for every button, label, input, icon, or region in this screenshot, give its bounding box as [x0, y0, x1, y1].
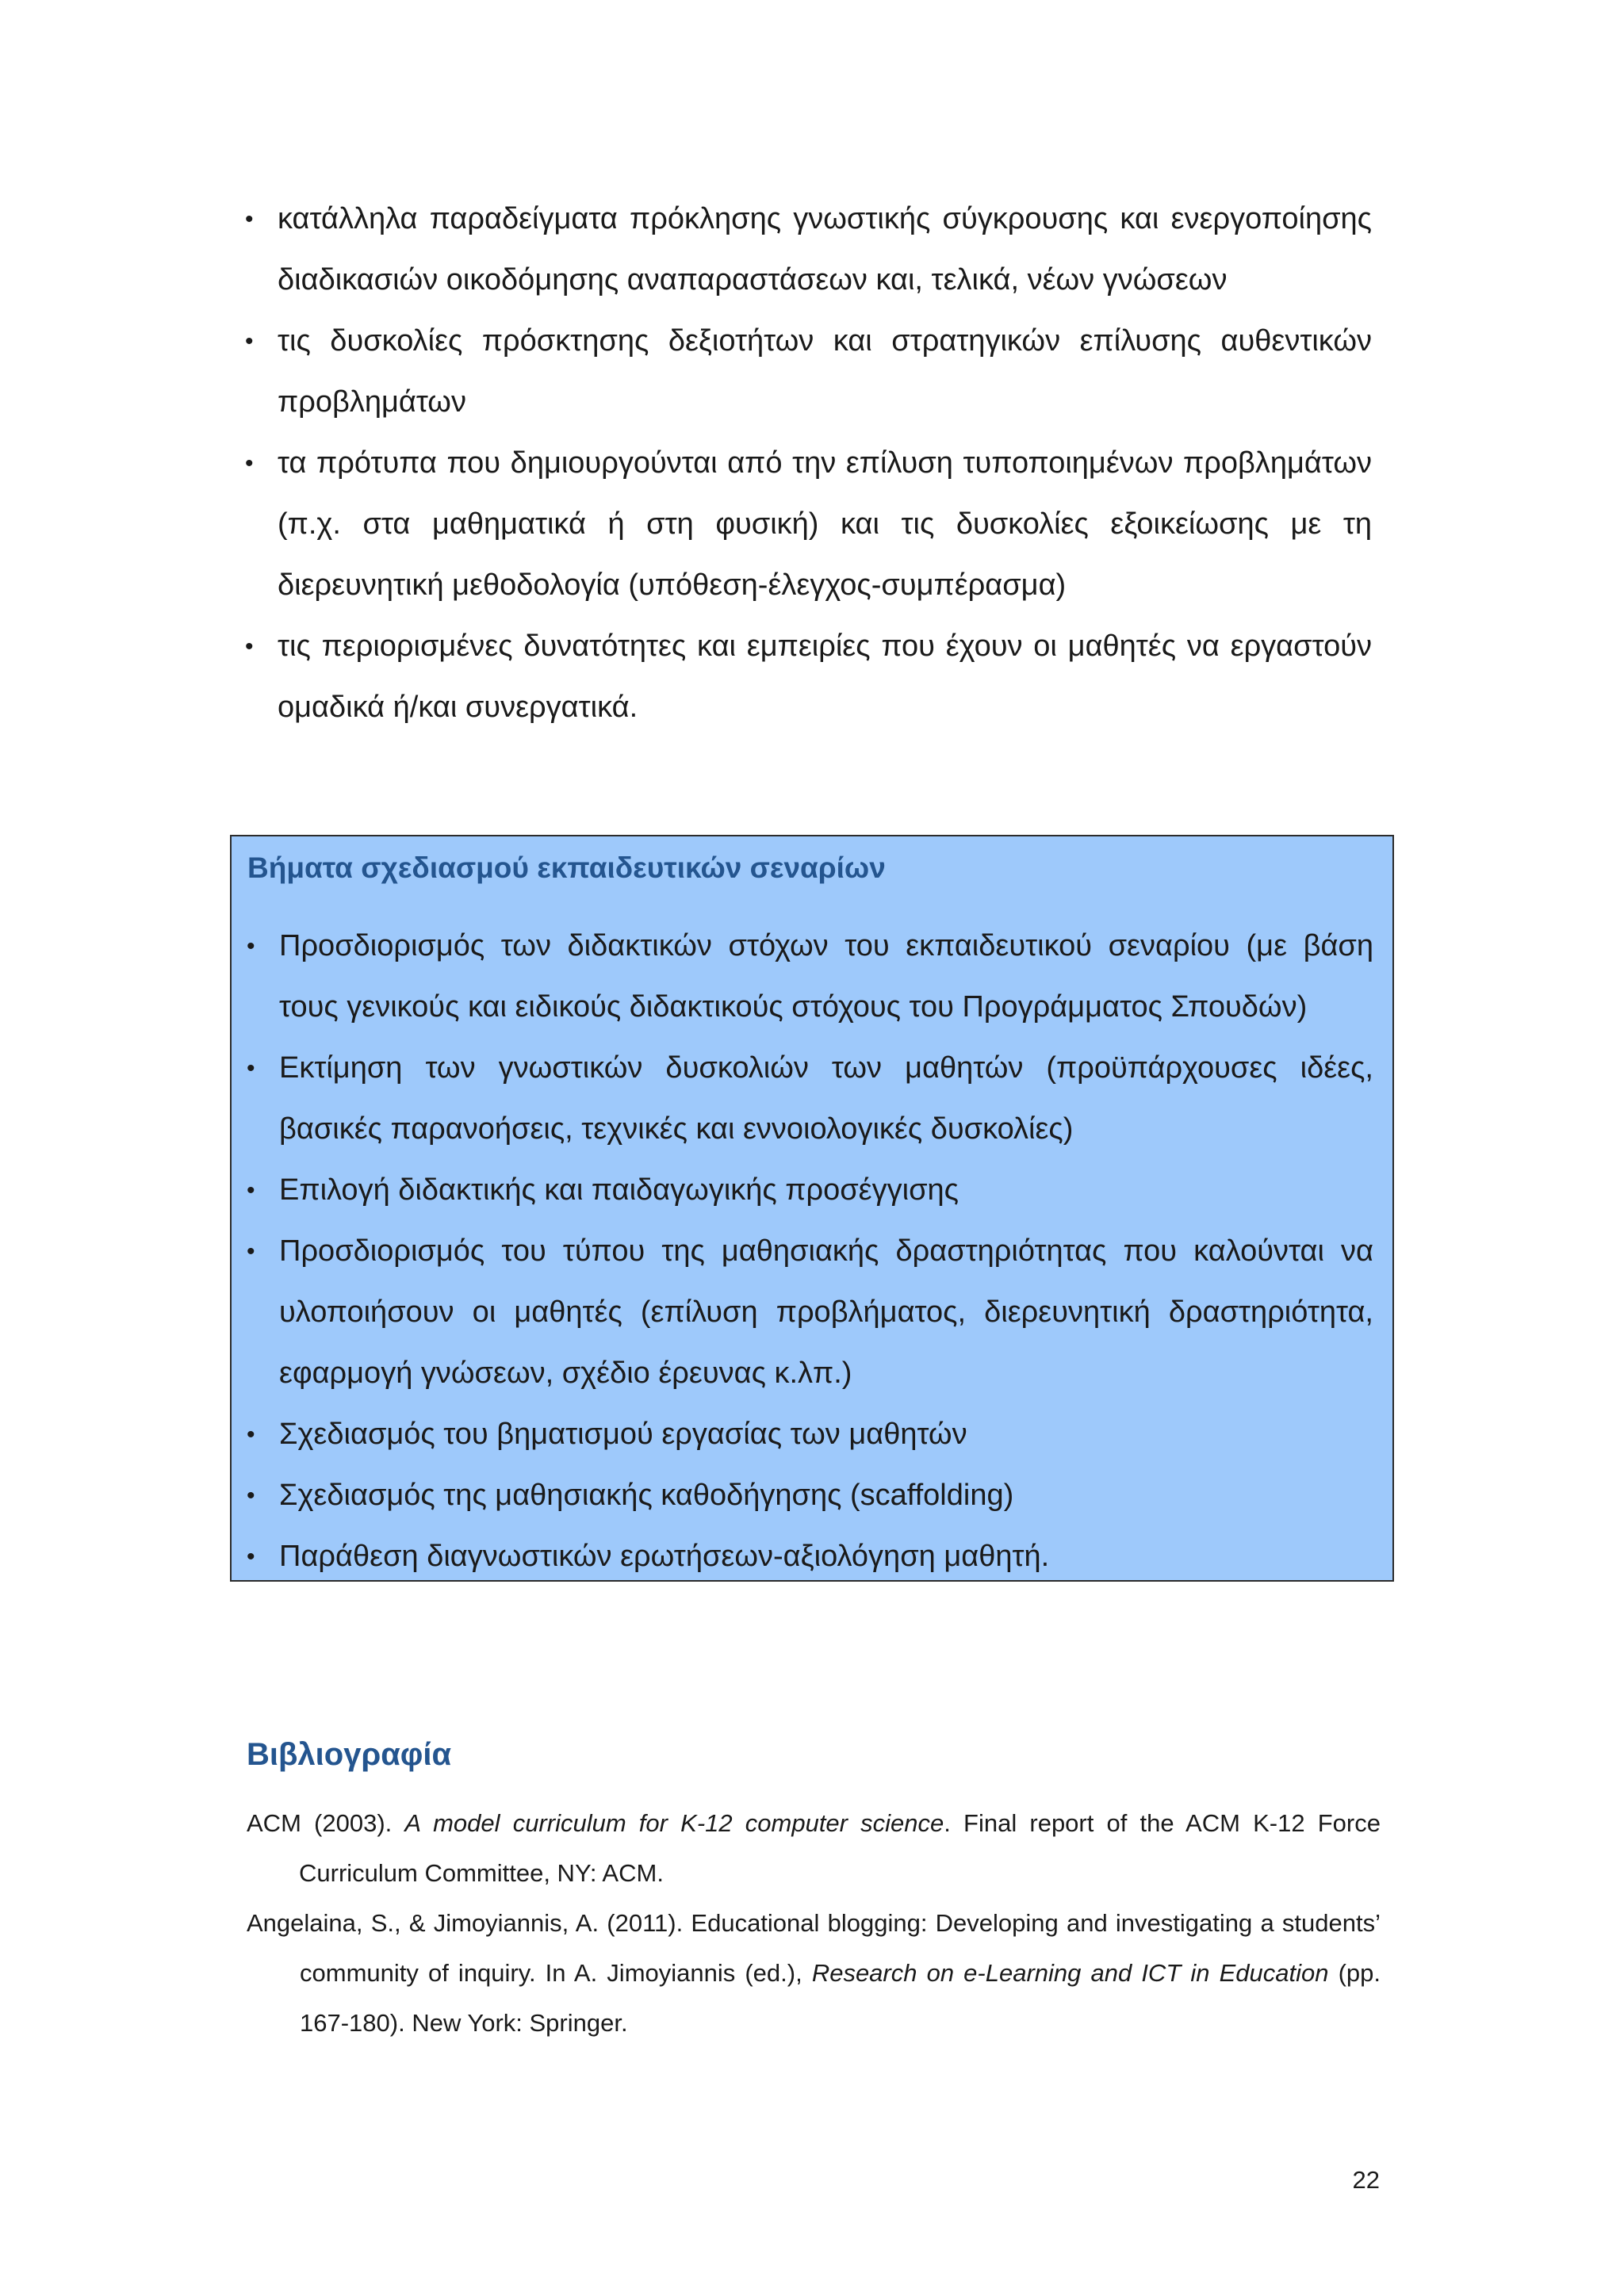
bibliography-list	[247, 1798, 1381, 2048]
list-item-text: τις περιορισμένες δυνατότητες και εμπειρίες που έχουν οι μαθητές να εργαστούν ομαδικά ή/και συνεργατικά.	[278, 629, 1372, 724]
bullet-icon: •	[247, 933, 255, 959]
list-item	[242, 311, 1372, 433]
list-item	[242, 616, 1372, 738]
reference-title: A model curriculum for K-12 computer science	[404, 1809, 944, 1837]
list-item	[243, 916, 1373, 1038]
list-item	[243, 1221, 1373, 1404]
bullet-icon: •	[247, 1483, 255, 1509]
bullet-icon: •	[247, 1422, 255, 1448]
reference-text: . Final report of the ACM K-12 Force Curriculum Committee, NY: ACM.	[299, 1809, 1381, 1887]
reference-text: (pp. 167-180). New York: Springer.	[300, 1959, 1381, 2037]
bullet-icon: •	[247, 1177, 255, 1203]
box-title: Βήματα σχεδιασμού εκπαιδευτικών σεναρίων	[247, 851, 886, 884]
scenario-steps-box	[230, 835, 1394, 1582]
list-item	[242, 189, 1372, 311]
list-item	[243, 1160, 1373, 1221]
reference-entry	[247, 1798, 1381, 1898]
list-item-text: Εκτίμηση των γνωστικών δυσκολιών των μαθητών (προϋπάρχουσες ιδέες, βασικές παρανοήσεις, τεχνικές και εννοιολογικές δυσκολίες)	[279, 1051, 1373, 1146]
list-item	[243, 1465, 1373, 1526]
bullet-icon: •	[245, 450, 254, 476]
reference-text: ACM (2003).	[247, 1809, 405, 1837]
page-number: 22	[1352, 2166, 1380, 2194]
list-item-text: τις δυσκολίες πρόσκτησης δεξιοτήτων και στρατηγικών επίλυσης αυθεντικών προβλημάτων	[278, 324, 1372, 419]
list-item-text: Προσδιορισμός του τύπου της μαθησιακής δραστηριότητας που καλούνται να υλοποιήσουν οι μαθητές (επίλυση προβλήματος, διερευνητική δραστηριότητα, εφαρμογή γνώσεων, σχέδιο έρευνας κ.λπ.)	[279, 1234, 1373, 1390]
list-item-text: Σχεδιασμός της μαθησιακής καθοδήγησης (scaffolding)	[279, 1479, 1014, 1512]
list-item	[243, 1038, 1373, 1160]
bullet-icon: •	[247, 1238, 255, 1265]
list-item-text: Σχεδιασμός του βηματισμού εργασίας των μαθητών	[279, 1418, 967, 1451]
reference-entry	[247, 1898, 1381, 2048]
reference-text: Angelaina, S., & Jimoyiannis, A. (2011). Educational blogging: Developing and investigating a students’ community of inquiry. In A. Jimoyiannis (ed.),	[247, 1909, 1381, 1987]
reference-title: Research on e-Learning and ICT in Education	[811, 1959, 1329, 1987]
top-bullet-list	[242, 189, 1372, 738]
bullet-icon: •	[245, 328, 254, 354]
bullet-icon: •	[245, 633, 254, 660]
list-item	[243, 1526, 1373, 1587]
list-item-text: κατάλληλα παραδείγματα πρόκλησης γνωστικής σύγκρουσης και ενεργοποίησης διαδικασιών οικοδόμησης αναπαραστάσεων και, τελικά, νέων γνώσεων	[278, 202, 1372, 297]
list-item-text: τα πρότυπα που δημιουργούνται από την επίλυση τυποποιημένων προβλημάτων (π.χ. στα μαθηματικά ή στη φυσική) και τις δυσκολίες εξοικείωσης με τη διερευνητική μεθοδολογία (υπόθεση-έλεγχος-συμπέρασμα)	[278, 446, 1372, 602]
list-item	[242, 433, 1372, 616]
list-item-text: Επιλογή διδακτικής και παιδαγωγικής προσέγγισης	[279, 1173, 959, 1207]
list-item-text: Προσδιορισμός των διδακτικών στόχων του εκπαιδευτικού σεναρίου (με βάση τους γενικούς και ειδικούς διδακτικούς στόχους του Προγράμματος Σπουδών)	[279, 929, 1373, 1024]
bullet-icon: •	[247, 1055, 255, 1081]
list-item	[243, 1404, 1373, 1465]
bullet-icon: •	[245, 206, 254, 232]
list-item-text: Παράθεση διαγνωστικών ερωτήσεων-αξιολόγηση μαθητή.	[279, 1540, 1050, 1573]
scenario-steps-list	[243, 916, 1373, 1587]
bibliography-heading: Βιβλιογραφία	[247, 1737, 452, 1772]
bullet-icon: •	[247, 1544, 255, 1570]
